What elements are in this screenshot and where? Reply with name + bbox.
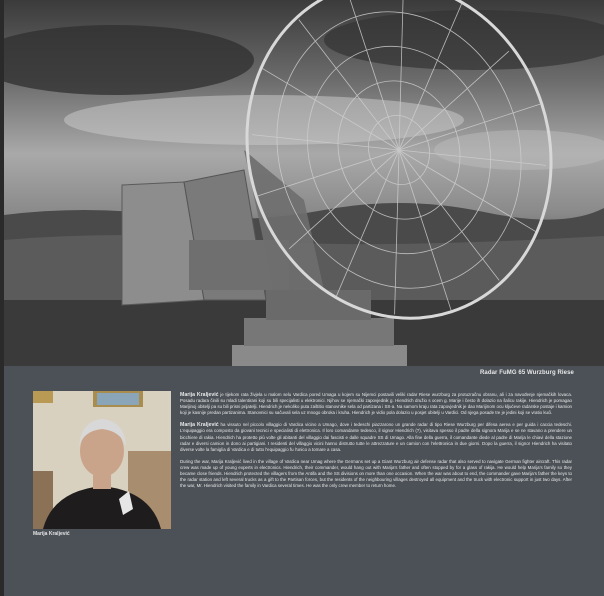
paragraph-english-body: During the war, Marija Kraljević lived in the village of Vardica near Umag where the Germans set up a Giant Wurzburg air defense radar that also served to navigate German fighter aircraft. This radar crew was made up of young experts in electronics. Hiendrich, their commander, would hang out with Marija's father and often stopped by for a glass of rakija. He would help Marija's family so they became close friends. Hiendrich protected the villagers from the Antifa and the SS divisions on more than one occasion. When the war was about to end, the commander gave Marija's father the keys to the radar station and left several trucks as a gift to the Partisan forces, but the residents of the neighbouring villages destroyed all equipment and the truck with electronic support in just two days. After the war, Mr. Hiendrich visited the family in Vardica several times. He was the only crew member to return home. bbox=[180, 458, 572, 489]
portrait-illustration bbox=[33, 391, 171, 529]
photo-caption: Radar FuMG 65 Wurzburg Riese bbox=[479, 370, 574, 376]
paragraph-croatian bbox=[180, 392, 572, 416]
photo-caption-bar bbox=[4, 366, 604, 384]
portrait-photo bbox=[33, 391, 171, 529]
paragraph-croatian-lead: Marija Kraljević bbox=[180, 392, 219, 398]
paragraph-italian-lead: Marija Kraljević bbox=[180, 422, 219, 429]
story-panel bbox=[4, 384, 604, 596]
story-text bbox=[180, 392, 572, 495]
radar-illustration bbox=[4, 0, 604, 366]
paragraph-italian bbox=[180, 422, 572, 452]
portrait-caption: Marija Kraljević bbox=[33, 531, 70, 537]
paragraph-english bbox=[180, 459, 572, 489]
paragraph-italian-body: ha vissuto nel piccolo villaggio di Vardica vicino a Umago, dove i tedeschi piazzarono un grande radar di tipo Riese Wurzburg per difesa aerea e per guida i caccia tedeschi. L'equipaggio era composto da giovani tecnici e specialisti di elettronica. Il loro comandante tedesco, il signor Hiendrich (?), visitava spesso il padre della signora Marija e se ne stavano a prendere un bicchiere di rakia. Hiendrich ha protetto più volte gli abitanti del villaggio dai fascisti e dalle squadre SS di Umago. Alla fine della guerra, il comandante diede al padre di Marija le chiavi della stazione radar e diversi camion in dono ai partigiani. I residenti del villaggio vicini hanno distrutto tutte le attrezzature e un camion con l'elettronica in due giorni. Dopo la guerra, il signor Hiendrich ha visitato diverse volte la famiglia di Vardica e di tutto l'equipaggio fu l'unico a tornare a casa. bbox=[180, 422, 572, 452]
paragraph-croatian-body: je tijekom rata živjela u malom selu Vardica pored Umaga u kojem su Nijemci postavili veliki radar Riese wurzburg za protuzračnu obranu, ali i za navođenje njemačkih lovaca. Posadu radara činili su mladi talentirani koji su bili specijalisti u elektronici. Njihov se njemački zapovjednik g. Hiendrich družio s ocem g. Marije i često ih dolazio na šalicu rakije. Hiendrich je pomagao Marijinoj obitelji pa su bili prisni prijatelji. Hiendrich je nekoliko puta zaštitio stanovnike sela od partizana i SS-a. Na samom kraju rata zapovjednik je dao Marijinom ocu kljućeve radarske postaje i kamion koji je kasnije predan partizanima. Stanovnici su sačuvali sela uz mnogo obroka i kruha. Hiendrich je vidio pola dolazio u posjet obitelji u Vardici. Od njega posade tre je jedini koji se vratio kući. bbox=[180, 392, 572, 416]
radar-photo bbox=[4, 0, 604, 366]
